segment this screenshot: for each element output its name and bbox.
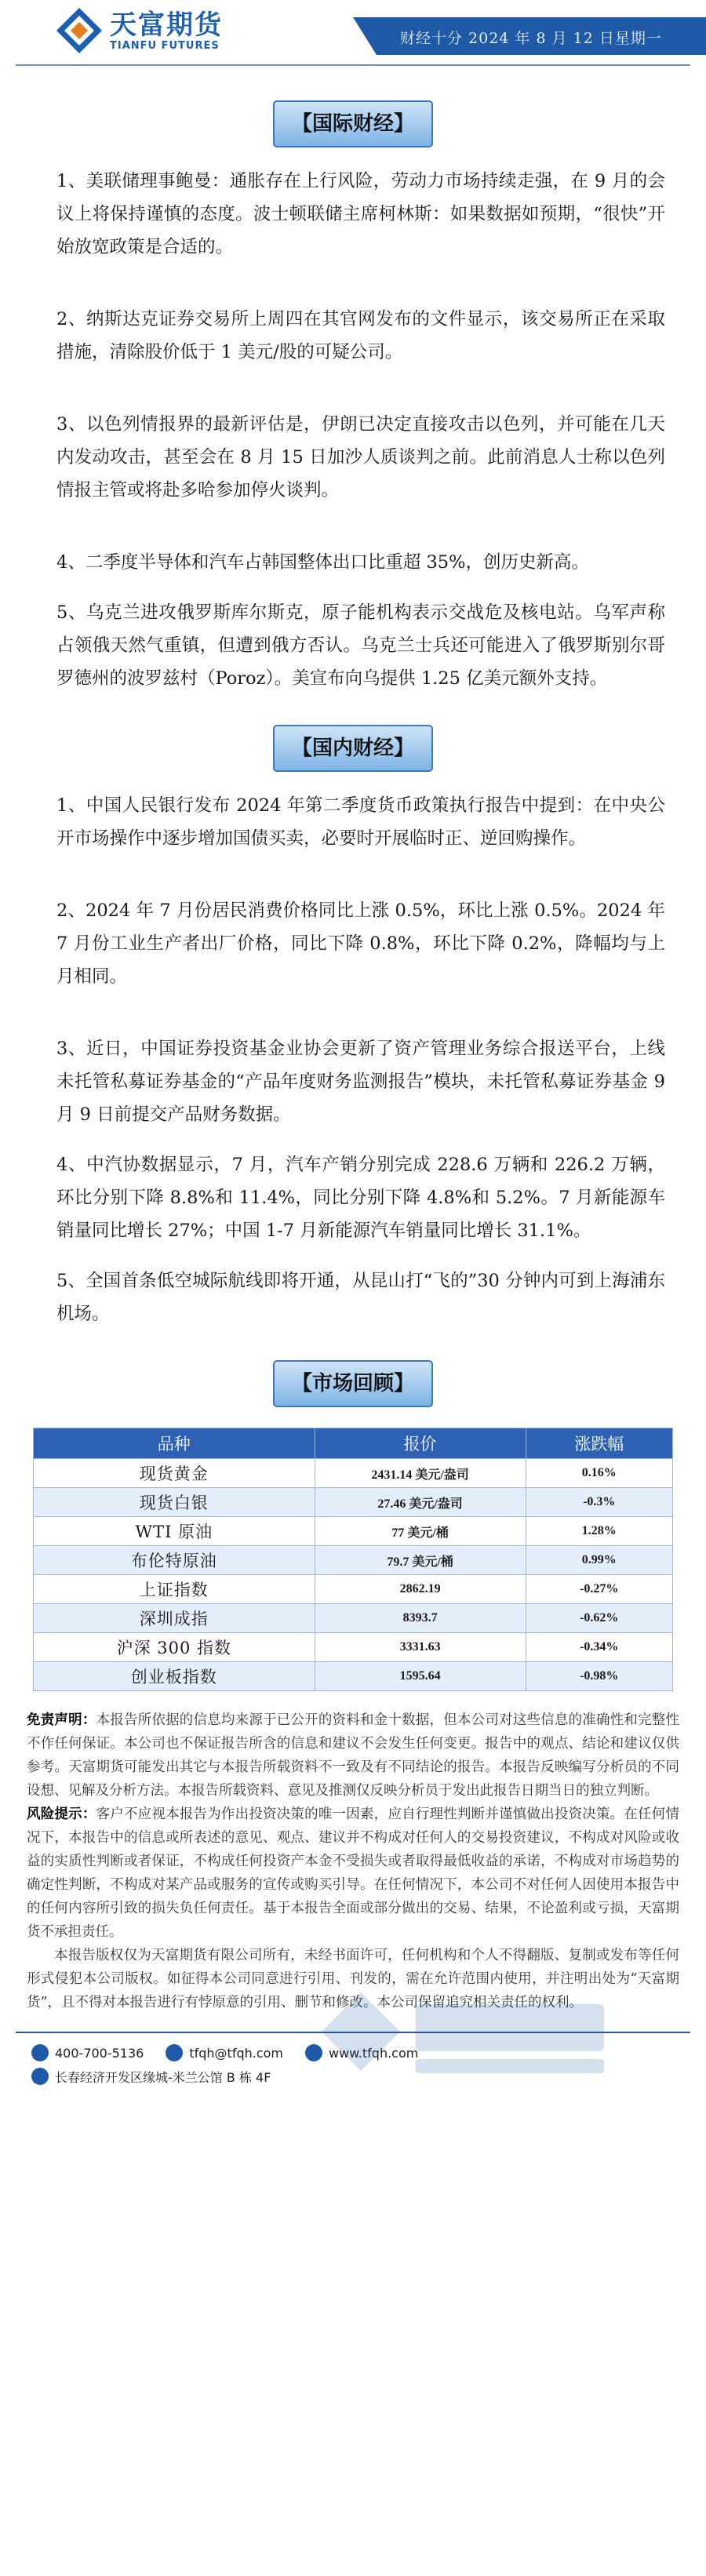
section-title-market: 【市场回顾】	[273, 1360, 433, 1407]
domestic-news-item: 1、中国人民银行发布 2024 年第二季度货币政策执行报告中提到：在中央公开市场操作中逐步增加国债买卖，必要时开展临时正、逆回购操作。	[56, 795, 665, 849]
table-header-row	[34, 1428, 673, 1459]
disclaimer-text: 本报告所依据的信息均来源于已公开的资料和金十数据，但本公司对这些信息的准确性和完整性不作任何保证。本公司也不保证报告所含的信息和建议不会发生任何变更。报告中的观点、结论和建议仅供参考。天富期货可能发出其它与本报告所载资料不一致及有不同结论的报告。本报告反映编写分析员的不同设想、见解及分析方法。本报告所载资料、意见及推测仅反映分析员于发出此报告日期当日的独立判断。	[27, 1712, 680, 1799]
logo-chinese-name: 天富期货	[110, 9, 223, 41]
instrument-change: -0.27%	[526, 1575, 672, 1604]
website-link[interactable]: www.tfqh.com	[329, 2045, 419, 2061]
report-date: 财经十分 2024 年 8 月 12 日星期一	[400, 30, 662, 47]
domestic-news-item: 2、2024 年 7 月份居民消费价格同比上涨 0.5%，环比上涨 0.5%。2024 年 7 月份工业生产者出厂价格，同比下降 0.8%，环比下降 0.2%，降幅均与上月相同。	[56, 901, 665, 987]
instrument-name: 现货白银	[34, 1488, 315, 1517]
header	[0, 0, 706, 77]
section-title-domestic: 【国内财经】	[273, 725, 433, 772]
instrument-name: 上证指数	[34, 1575, 315, 1604]
date-banner	[377, 17, 706, 55]
company-logo	[55, 6, 223, 55]
intl-news-item: 3、以色列情报界的最新评估是，伊朗已决定直接攻击以色列，并可能在几天内发动攻击，甚至会在 8 月 15 日加沙人质谈判之前。此前消息人士称以色列情报主管或将赴多哈参加停火谈判。	[56, 414, 665, 500]
footer	[31, 2041, 675, 2088]
header-divider	[16, 64, 690, 66]
intl-news-item: 1、美联储理事鲍曼：通胀存在上行风险，劳动力市场持续走强，在 9 月的会议上将保持谨慎的态度。波士顿联储主席柯林斯：如果数据如预期，“很快”开始放宽政策是合适的。	[56, 171, 665, 257]
instrument-price: 27.46 美元/盎司	[315, 1488, 526, 1517]
domestic-news-item: 5、全国首条低空城际航线即将开通，从昆山打“飞的”30 分钟内可到上海浦东机场。	[56, 1271, 665, 1324]
international-news	[0, 165, 706, 695]
footer-address	[31, 2068, 271, 2086]
instrument-price: 2862.19	[315, 1575, 526, 1604]
instrument-name: 布伦特原油	[34, 1546, 315, 1575]
footer-phone	[31, 2044, 144, 2061]
instrument-change: -0.3%	[526, 1488, 672, 1517]
instrument-change: -0.98%	[526, 1662, 672, 1691]
email-icon	[166, 2044, 183, 2061]
market-review-table	[33, 1428, 673, 1691]
disclaimer	[27, 1708, 679, 2014]
instrument-name: 沪深 300 指数	[34, 1633, 315, 1662]
footer-website[interactable]	[305, 2044, 418, 2061]
email-address[interactable]: tfqh@tfqh.com	[189, 2045, 284, 2061]
instrument-change: -0.62%	[526, 1604, 672, 1633]
copyright-text: 本报告版权仅为天富期货有限公司所有，未经书面许可，任何机构和个人不得翻版、复制或发布等任何形式侵犯本公司版权。如征得本公司同意进行引用、刊发的，需在允许范围内使用，并注明出处为“天富期货”，且不得对本报告进行有悖原意的引用、删节和修改。本公司保留追究相关责任的权利。	[27, 1948, 679, 2010]
phone-number: 400-700-5136	[55, 2045, 144, 2061]
instrument-price: 1595.64	[315, 1662, 526, 1691]
instrument-name: 现货黄金	[34, 1459, 315, 1488]
instrument-change: 0.16%	[526, 1459, 672, 1488]
intl-news-item: 4、二季度半导体和汽车占韩国整体出口比重超 35%，创历史新高。	[56, 552, 589, 573]
domestic-news-item: 4、中汽协数据显示，7 月，汽车产销分别完成 228.6 万辆和 226.2 万辆，环比分别下降 8.8%和 11.4%，同比分别下降 4.8%和 5.2%。7 月新能源车销量同比增长 27%；中国 1-7 月新能源汽车销量同比增长 31.1%。	[56, 1155, 665, 1241]
instrument-name: 创业板指数	[34, 1662, 315, 1691]
table-row	[34, 1488, 673, 1517]
instrument-change: -0.34%	[526, 1633, 672, 1662]
table-row	[34, 1604, 673, 1633]
table-row	[34, 1633, 673, 1662]
instrument-name: WTI 原油	[34, 1517, 315, 1546]
instrument-change: 0.99%	[526, 1546, 672, 1575]
diamond-logo-icon	[55, 6, 104, 55]
location-icon	[31, 2068, 49, 2085]
column-header: 品种	[34, 1428, 315, 1459]
table-row	[34, 1546, 673, 1575]
globe-icon	[305, 2044, 322, 2061]
column-header: 涨跌幅	[526, 1428, 672, 1459]
instrument-price: 2431.14 美元/盎司	[315, 1459, 526, 1488]
domestic-news-item: 3、近日，中国证券投资基金业协会更新了资产管理业务综合报送平台，上线未托管私募证券基金的“产品年度财务监测报告”模块，未托管私募证券基金 9 月 9 日前提交产品财务数据。	[56, 1039, 665, 1125]
logo-english-name: TIANFU FUTURES	[110, 39, 220, 52]
domestic-news	[0, 789, 706, 1330]
intl-news-item: 5、乌克兰进攻俄罗斯库尔斯克，原子能机构表示交战危及核电站。乌军声称占领俄天然气重镇，但遭到俄方否认。乌克兰士兵还可能进入了俄罗斯别尔哥罗德州的波罗兹村（Poroz）。美宣布向乌提供 1.25 亿美元额外支持。	[56, 602, 665, 689]
column-header: 报价	[315, 1428, 526, 1459]
table-row	[34, 1575, 673, 1604]
risk-warning-label: 风险提示：	[27, 1806, 96, 1822]
disclaimer-label: 免责声明：	[27, 1712, 96, 1728]
instrument-change: 1.28%	[526, 1517, 672, 1546]
instrument-price: 3331.63	[315, 1633, 526, 1662]
risk-warning-text: 客户不应视本报告为作出投资决策的唯一因素，应自行理性判断并谨慎做出投资决策。在任何情况下，本报告中的信息或所表述的意见、观点、建议并不构成对任何人的交易投资建议，不构成对风险或收益的实质性判断或者保证，不构成任何投资产本金不受损失或者取得最低收益的承诺，不构成对市场趋势的确定性判断，不构成对某产品或服务的宣传或购买引导。在任何情况下，本公司不对任何人因使用本报告中的任何内容所引致的损失负任何责任。基于本报告全面或部分做出的交易、结果，不论盈利或亏损，天富期货不承担责任。	[27, 1806, 680, 1940]
instrument-price: 8393.7	[315, 1604, 526, 1633]
phone-icon	[31, 2044, 49, 2061]
footer-divider	[16, 2032, 690, 2033]
table-row	[34, 1517, 673, 1546]
footer-email[interactable]	[166, 2044, 283, 2061]
instrument-name: 深圳成指	[34, 1604, 315, 1633]
table-row	[34, 1662, 673, 1691]
section-title-international: 【国际财经】	[273, 100, 433, 147]
instrument-price: 79.7 美元/桶	[315, 1546, 526, 1575]
table-row	[34, 1459, 673, 1488]
instrument-price: 77 美元/桶	[315, 1517, 526, 1546]
intl-news-item: 2、纳斯达克证券交易所上周四在其官网发布的文件显示，该交易所正在采取措施，清除股价低于 1 美元/股的可疑公司。	[56, 309, 665, 362]
address-text: 长春经济开发区缘城-米兰公馆 B 栋 4F	[55, 2069, 271, 2085]
